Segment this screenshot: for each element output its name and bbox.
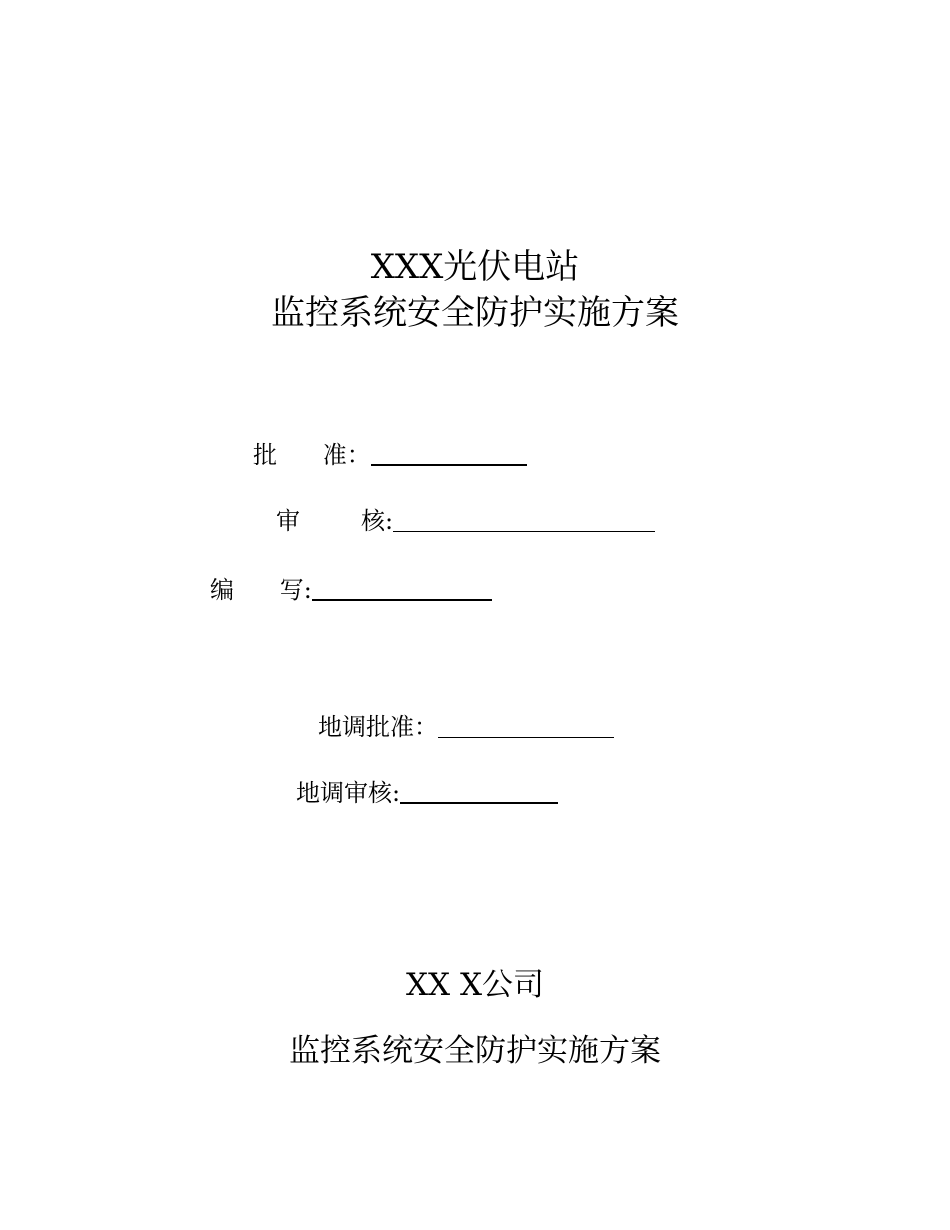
company-subtitle: 监控系统安全防护实施方案	[289, 1033, 661, 1069]
approve-label: 批 准：	[253, 441, 371, 469]
dispatch-approve-label: 地调批准：	[318, 713, 438, 741]
write-label: 编 写:	[210, 576, 312, 604]
document-title	[0, 244, 950, 336]
approve-row	[253, 440, 527, 470]
approve-signature-line	[371, 464, 527, 466]
write-signature-line	[312, 599, 492, 601]
dispatch-review-signature-line	[400, 802, 558, 804]
title-line-1: XXX光伏电站	[370, 247, 580, 287]
dispatch-approve-row	[318, 712, 614, 742]
title-line-2: 监控系统安全防护实施方案	[271, 293, 679, 333]
review-signature-line	[393, 531, 655, 532]
dispatch-review-label: 地调审核:	[296, 779, 401, 807]
review-row	[276, 506, 655, 536]
dispatch-review-row	[296, 778, 558, 808]
review-label: 审 核:	[276, 507, 394, 535]
company-name: XX X公司	[405, 967, 545, 1003]
dispatch-approve-signature-line	[438, 737, 614, 738]
write-row	[210, 575, 492, 605]
